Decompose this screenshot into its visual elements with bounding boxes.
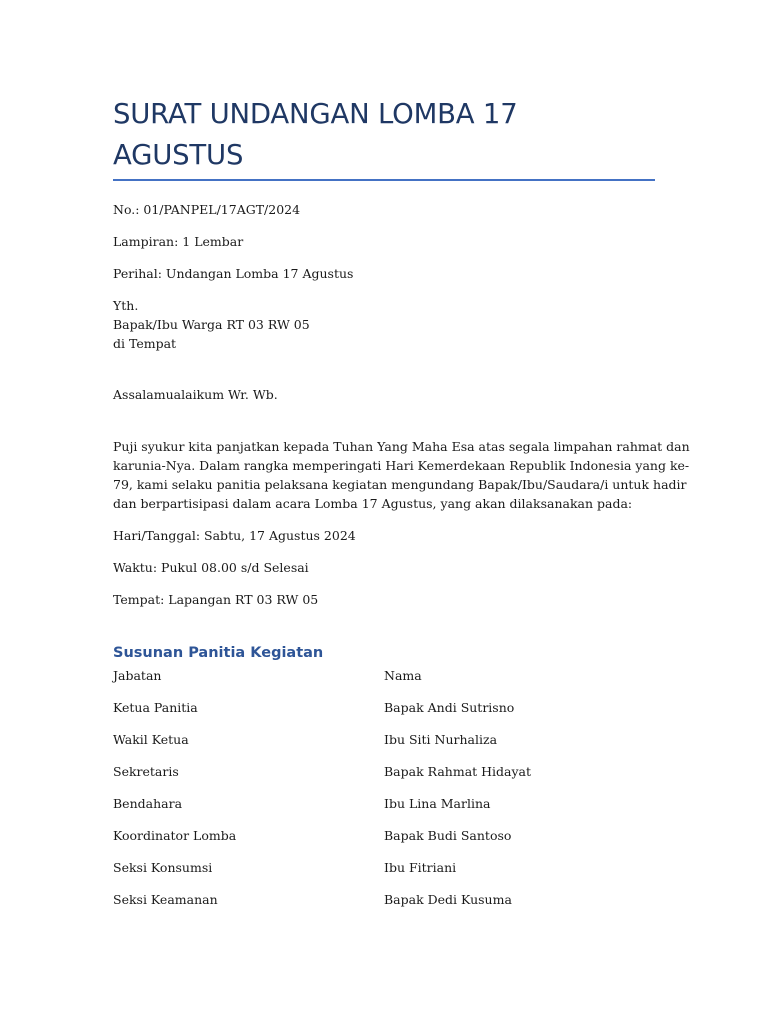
committee-name: Bapak Dedi Kusuma	[384, 892, 512, 907]
body-line: karunia-Nya. Dalam rangka memperingati Hari Kemerdekaan Republik Indonesia yang ke-	[113, 458, 690, 473]
recipient-location: di Tempat	[113, 336, 177, 351]
letter-number: No.: 01/PANPEL/17AGT/2024	[113, 202, 301, 217]
committee-row	[113, 890, 658, 922]
event-time: Waktu: Pukul 08.00 s/d Selesai	[113, 560, 309, 575]
column-header-name: Nama	[384, 668, 422, 683]
committee-name: Ibu Fitriani	[384, 860, 457, 875]
committee-row	[113, 762, 658, 794]
committee-role: Koordinator Lomba	[113, 828, 237, 843]
committee-role: Wakil Ketua	[113, 732, 189, 747]
event-date: Hari/Tanggal: Sabtu, 17 Agustus 2024	[113, 528, 356, 543]
committee-role: Seksi Keamanan	[113, 892, 218, 907]
committee-name: Bapak Andi Sutrisno	[384, 700, 515, 715]
committee-name: Bapak Rahmat Hidayat	[384, 764, 532, 779]
body-paragraph	[113, 437, 690, 513]
committee-row	[113, 698, 658, 730]
event-place: Tempat: Lapangan RT 03 RW 05	[113, 592, 319, 607]
document-title: SURAT UNDANGAN LOMBA 17 AGUSTUS	[113, 98, 518, 171]
body-line: dan berpartisipasi dalam acara Lomba 17 Agustus, yang akan dilaksanakan pada:	[113, 496, 633, 511]
greeting: Assalamualaikum Wr. Wb.	[113, 387, 278, 402]
committee-role: Ketua Panitia	[113, 700, 198, 715]
committee-role: Sekretaris	[113, 764, 179, 779]
committee-row	[113, 826, 658, 858]
committee-name: Ibu Siti Nurhaliza	[384, 732, 498, 747]
recipient-salutation: Yth.	[113, 298, 139, 313]
letter-subject: Perihal: Undangan Lomba 17 Agustus	[113, 266, 354, 281]
committee-row	[113, 794, 658, 826]
committee-name: Ibu Lina Marlina	[384, 796, 491, 811]
committee-name: Bapak Budi Santoso	[384, 828, 512, 843]
title-underline-rule	[113, 179, 655, 181]
committee-heading: Susunan Panitia Kegiatan	[113, 645, 324, 661]
committee-role: Bendahara	[113, 796, 183, 811]
committee-row	[113, 730, 658, 762]
committee-table	[113, 666, 658, 922]
committee-role: Seksi Konsumsi	[113, 860, 213, 875]
body-line: 79, kami selaku panitia pelaksana kegiatan mengundang Bapak/Ibu/Saudara/i untuk hadir	[113, 477, 687, 492]
body-line: Puji syukur kita panjatkan kepada Tuhan Yang Maha Esa atas segala limpahan rahmat dan	[113, 439, 690, 454]
letter-attachment: Lampiran: 1 Lembar	[113, 234, 244, 249]
recipient-name: Bapak/Ibu Warga RT 03 RW 05	[113, 317, 310, 332]
committee-row	[113, 858, 658, 890]
column-header-role: Jabatan	[113, 668, 162, 683]
committee-header-row	[113, 666, 658, 698]
